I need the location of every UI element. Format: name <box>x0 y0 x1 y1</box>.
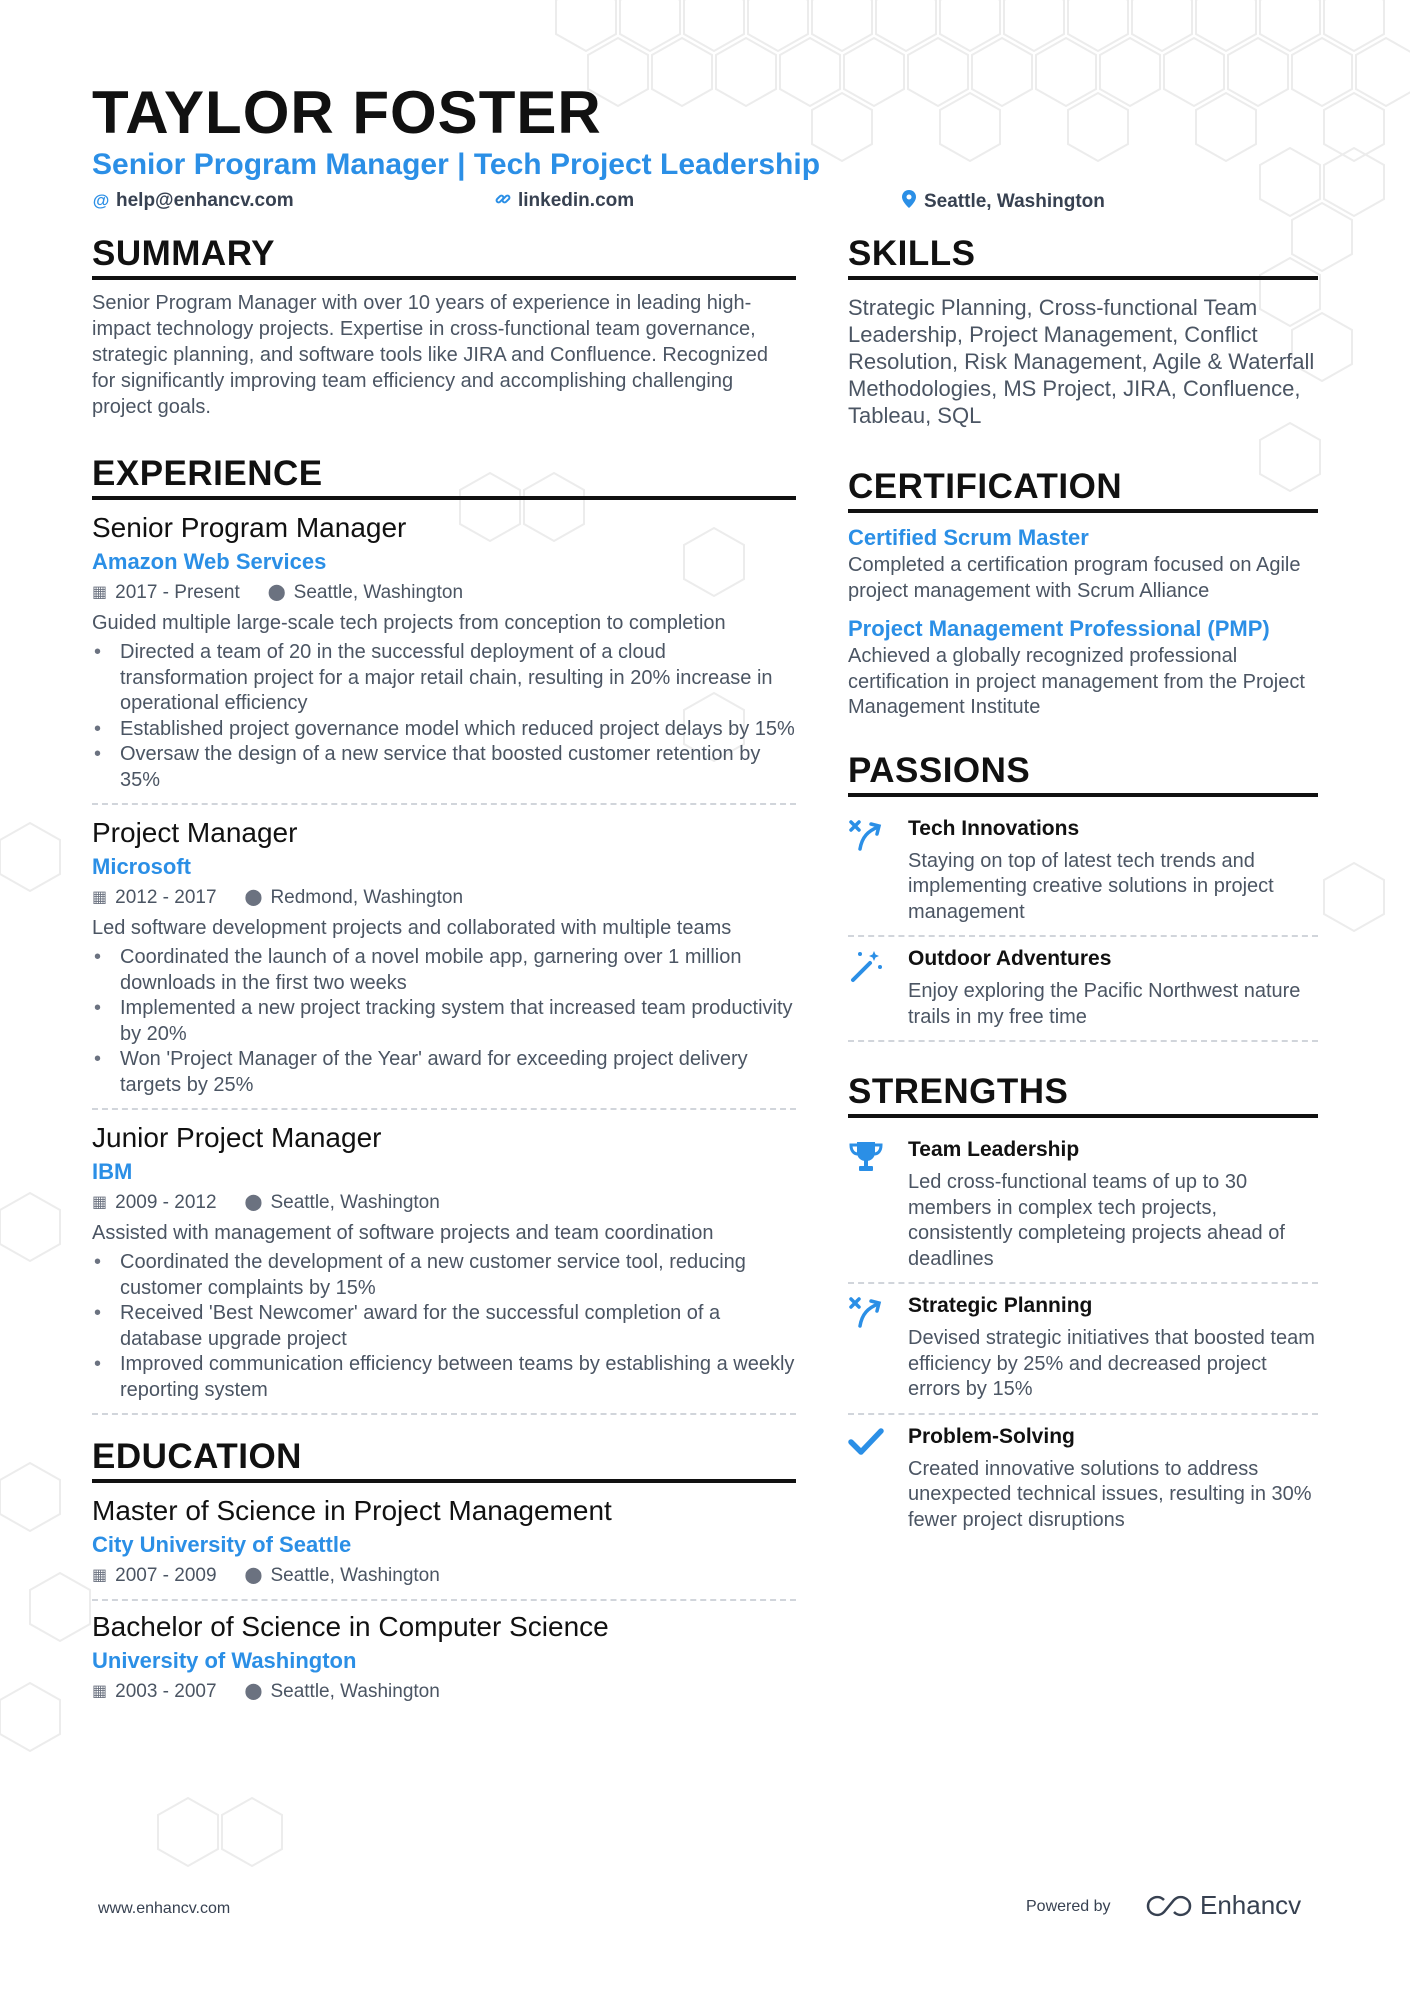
job-bullet: • Oversaw the design of a new service that boosted customer retention by 35% <box>92 742 796 793</box>
location-pin-icon: ⬤ <box>244 1567 263 1584</box>
strategy-icon <box>848 1296 884 1328</box>
degree: Master of Science in Project Management <box>92 1495 612 1526</box>
at-icon: @ <box>92 191 110 210</box>
passion-description: Staying on top of latest tech trends and implementing creative solutions in project management <box>908 849 1274 923</box>
calendar-icon: ▦ <box>92 584 108 601</box>
job-bullets <box>92 1250 796 1403</box>
job-location: Seattle, Washington <box>270 1192 440 1213</box>
job-description: Led software development projects and collaborated with multiple teams <box>92 917 732 939</box>
job-bullet: • Coordinated the launch of a novel mobile app, garnering over 1 million downloads in the first two weeks <box>92 945 796 996</box>
job-bullets <box>92 640 796 793</box>
passion-title: Tech Innovations <box>908 816 1080 840</box>
trophy-icon <box>848 1140 884 1174</box>
location-pin-icon: ⬤ <box>244 1194 263 1211</box>
strength-title: Strategic Planning <box>908 1294 1093 1317</box>
job-bullet: • Coordinated the development of a new customer service tool, reducing customer complaints by 15% <box>92 1250 796 1301</box>
summary-text: Senior Program Manager with over 10 years of experience in leading high-impact technology projects. Expertise in cross-functional team governance, strategic planning, and software tools like JIRA and Confluence. Recognized for significantly improving team efficiency and accomplishing challenging project goals. <box>92 292 768 418</box>
calendar-icon: ▦ <box>92 1567 108 1584</box>
passion-description: Enjoy exploring the Pacific Northwest nature trails in my free time <box>908 980 1301 1028</box>
magic-wand-icon <box>848 949 884 983</box>
linkedin-text: linkedin.com <box>518 190 635 211</box>
strength-description: Created innovative solutions to address unexpected technical issues, resulting in 30% fewer project disruptions <box>908 1457 1312 1531</box>
calendar-icon: ▦ <box>92 889 108 906</box>
location-pin-icon: ⬤ <box>244 1683 263 1700</box>
experience-title: EXPERIENCE <box>92 454 796 500</box>
education-entry <box>92 1493 796 1601</box>
education-entry <box>92 1609 796 1715</box>
location-text: Seattle, Washington <box>924 190 1105 212</box>
strengths-title: STRENGTHS <box>848 1072 1318 1118</box>
footer-url[interactable]: www.enhancv.com <box>98 1900 231 1917</box>
education-dates: 2003 - 2007 <box>115 1681 217 1702</box>
calendar-icon: ▦ <box>92 1194 108 1211</box>
job-description: Assisted with management of software projects and team coordination <box>92 1222 714 1244</box>
strategy-icon <box>848 819 884 851</box>
certification-description: Completed a certification program focused on Agile project management with Scrum Alliance <box>848 554 1301 602</box>
location-pin-icon: ⬤ <box>267 584 286 601</box>
enhancv-logo-icon <box>1146 1895 1192 1917</box>
experience-entry <box>92 510 796 805</box>
strength-item <box>848 1284 1318 1415</box>
contact-email[interactable] <box>92 190 294 212</box>
passion-item <box>848 807 1318 938</box>
job-bullet: • Improved communication efficiency between teams by establishing a weekly reporting system <box>92 1352 796 1403</box>
strength-item <box>848 1128 1318 1284</box>
job-dates: 2009 - 2012 <box>115 1192 217 1213</box>
footer-brand-name: Enhancv <box>1200 1890 1302 1920</box>
job-bullets <box>92 945 796 1098</box>
footer-powered-by: Powered by <box>1026 1898 1111 1915</box>
candidate-headline: Senior Program Manager | Tech Project Leadership <box>92 148 821 181</box>
strength-title: Problem-Solving <box>908 1424 1075 1448</box>
certification-name: Certified Scrum Master <box>848 525 1089 550</box>
strength-description: Led cross-functional teams of up to 30 members in complex tech projects, consistently completeing projects ahead of deadlines <box>908 1171 1285 1270</box>
job-title: Project Manager <box>92 817 298 848</box>
certification-description: Achieved a globally recognized professional certification in project management from the Project Management Institute <box>848 645 1305 718</box>
education-meta <box>92 1677 796 1707</box>
education-location: Seattle, Washington <box>270 1681 440 1702</box>
checkmark-icon <box>848 1427 884 1457</box>
right-column <box>848 234 1318 1543</box>
education-dates: 2007 - 2009 <box>115 1565 217 1586</box>
company-name: IBM <box>92 1159 133 1184</box>
location-pin-icon: ⬤ <box>244 889 263 906</box>
strength-title: Team Leadership <box>908 1138 1080 1161</box>
contact-linkedin[interactable] <box>494 190 634 212</box>
job-bullet: • Received 'Best Newcomer' award for the successful completion of a database upgrade project <box>92 1301 796 1352</box>
footer-brand[interactable] <box>1146 1890 1301 1921</box>
certification-name: Project Management Professional (PMP) <box>848 616 1270 641</box>
job-bullet: • Established project governance model which reduced project delays by 15% <box>92 717 796 743</box>
certification-title: CERTIFICATION <box>848 467 1318 513</box>
location-pin-icon <box>900 190 918 213</box>
school-name: University of Washington <box>92 1648 357 1673</box>
job-description: Guided multiple large-scale tech projects from conception to completion <box>92 612 726 634</box>
candidate-name: TAYLOR FOSTER <box>92 79 602 146</box>
job-location: Seattle, Washington <box>293 582 464 603</box>
skills-title: SKILLS <box>848 234 1318 280</box>
job-title: Junior Project Manager <box>92 1122 382 1153</box>
job-title: Senior Program Manager <box>92 512 407 543</box>
job-dates: 2012 - 2017 <box>115 887 217 908</box>
job-dates: 2017 - Present <box>115 582 240 603</box>
strength-description: Devised strategic initiatives that boosted team efficiency by 25% and decreased project errors by 15% <box>908 1327 1315 1400</box>
education-location: Seattle, Washington <box>270 1565 440 1586</box>
degree: Bachelor of Science in Computer Science <box>92 1611 609 1642</box>
passion-title: Outdoor Adventures <box>908 947 1112 970</box>
job-bullet: • Directed a team of 20 in the successful deployment of a cloud transformation project for a major retail chain, resulting in 20% increase in operational efficiency <box>92 640 796 717</box>
job-meta <box>92 578 796 608</box>
education-title: EDUCATION <box>92 1437 796 1483</box>
email-text: help@enhancv.com <box>116 190 294 211</box>
job-bullet: • Won 'Project Manager of the Year' award for exceeding project delivery targets by 25% <box>92 1047 796 1098</box>
left-column <box>92 234 796 1723</box>
summary-title: SUMMARY <box>92 234 796 280</box>
experience-entry <box>92 1120 796 1415</box>
passions-title: PASSIONS <box>848 751 1318 797</box>
link-icon <box>494 191 512 212</box>
company-name: Microsoft <box>92 854 191 879</box>
company-name: Amazon Web Services <box>92 549 327 574</box>
experience-entry <box>92 815 796 1110</box>
job-bullet: • Implemented a new project tracking system that increased team productivity by 20% <box>92 996 796 1047</box>
calendar-icon: ▦ <box>92 1683 108 1700</box>
contact-location <box>900 190 1105 213</box>
education-meta <box>92 1561 796 1591</box>
school-name: City University of Seattle <box>92 1532 352 1557</box>
passion-item <box>848 937 1318 1042</box>
job-meta <box>92 883 796 913</box>
skills-text: Strategic Planning, Cross-functional Team Leadership, Project Management, Conflict Resolution, Risk Management, Agile & Waterfall Methodologies, MS Project, JIRA, Confluence, Tableau, SQL <box>848 295 1315 428</box>
job-location: Redmond, Washington <box>270 887 464 908</box>
strength-item <box>848 1415 1318 1544</box>
job-meta <box>92 1188 796 1218</box>
